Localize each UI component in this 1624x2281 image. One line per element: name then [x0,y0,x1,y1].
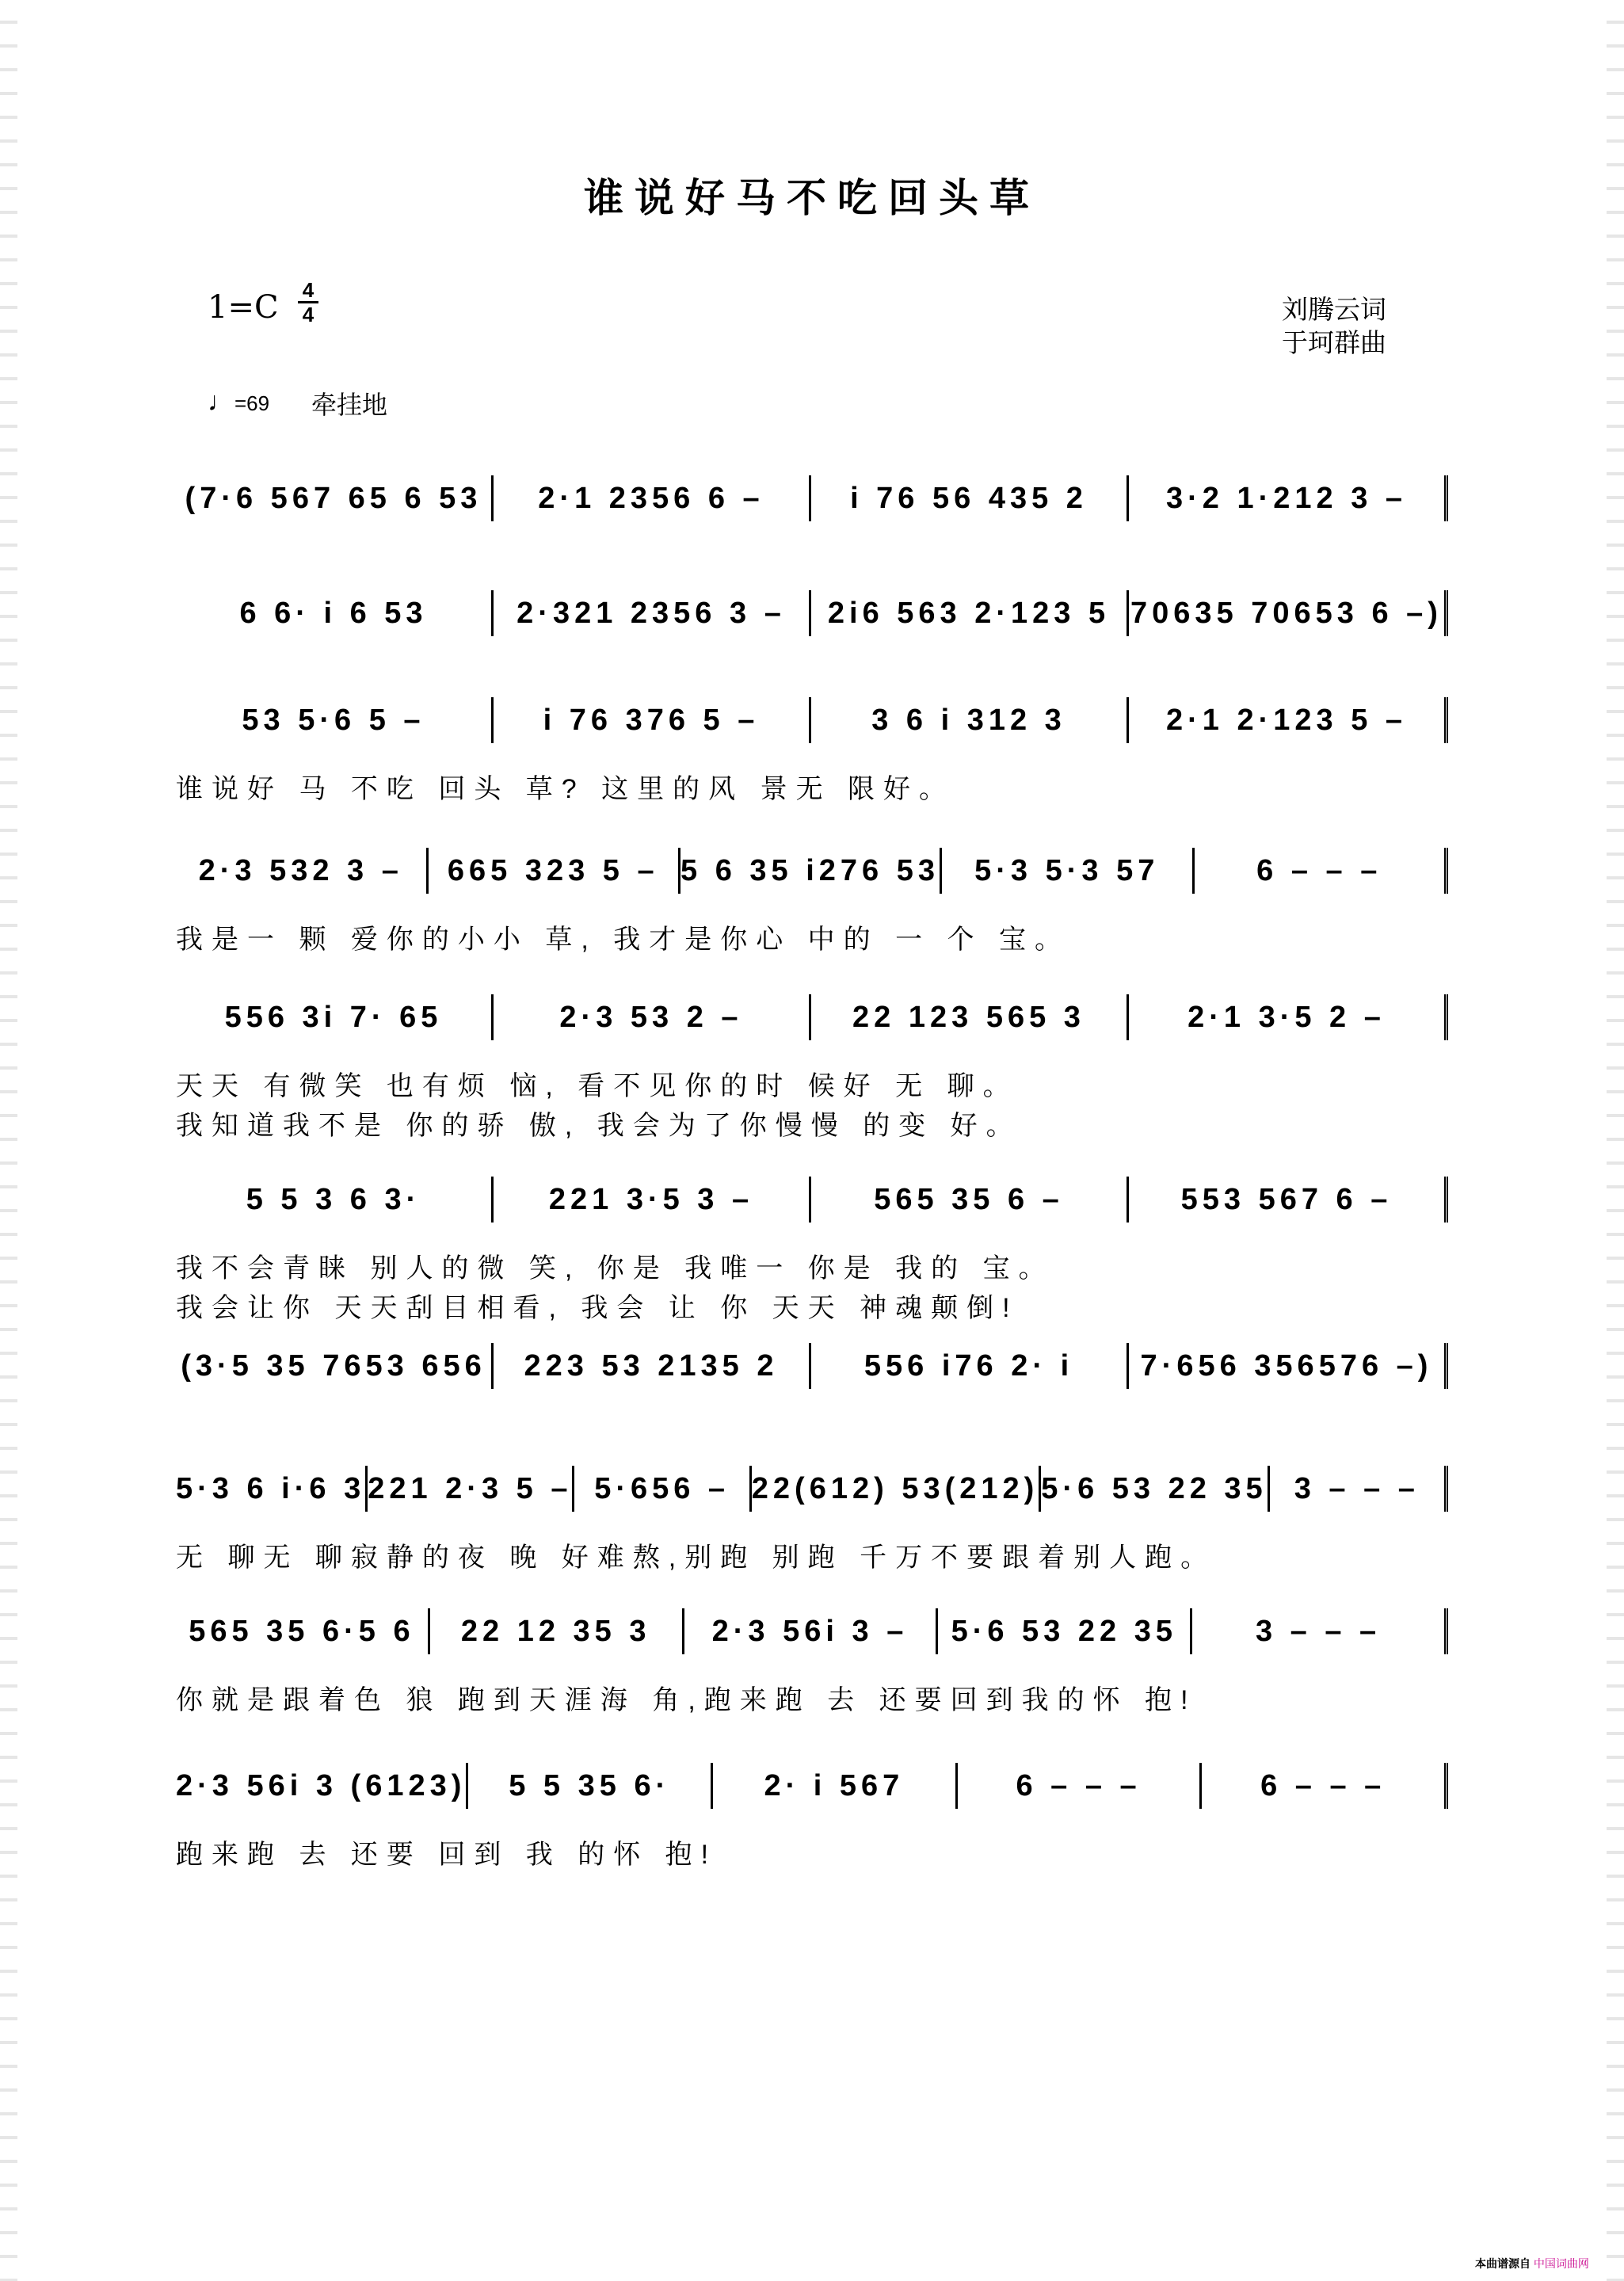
measure: 2·1 2·123 5 – [1129,697,1448,743]
composer-credit: 于珂群曲 [1282,328,1386,357]
staff-line [0,1466,1624,1616]
notation-row [176,1763,1448,1809]
staff-line [0,1608,1624,1759]
measure: 556 3i 7· 65 [176,994,494,1040]
measure: 6 – – – [1202,1763,1448,1809]
measure: 2·3 56i 3 (6123) [176,1763,468,1809]
expression-marking: 牵挂地 [311,391,388,419]
lyrics-line: 谁说好 马 不吃 回头 草? 这里的风 景无 限好。 [176,774,955,804]
measure: i 76 56 435 2 [811,475,1129,521]
notation-row [176,1343,1448,1389]
notation-row [176,1177,1448,1223]
measure: (3·5 35 7653 656 [176,1343,494,1389]
time-signature-top: 4 [302,278,315,302]
measure: 3 6 i 312 3 [811,697,1129,743]
measure: 6 6· i 6 53 [176,590,494,636]
staff-line [0,994,1624,1145]
lyrics-line: 跑来跑 去 还要 回到 我 的怀 抱! [176,1840,718,1870]
staff-line [0,1177,1624,1327]
measure: 2·321 2356 3 – [494,590,811,636]
credits [1282,293,1386,360]
measure: 2·3 53 2 – [494,994,811,1040]
measure: (7·6 567 65 6 53 [176,475,494,521]
measure: 553 567 6 – [1129,1177,1448,1223]
measure: 2·1 3·5 2 – [1129,994,1448,1040]
source-site: 中国词曲网 [1533,2257,1589,2270]
lyrics-line: 你就是跟着色 狼 跑到天涯海 角,跑来跑 去 还要回到我的怀 抱! [176,1685,1197,1715]
time-signature-bottom: 4 [302,303,315,326]
tempo-marking [208,387,269,418]
notation-row [176,590,1448,636]
measure: 221 3·5 3 – [494,1177,811,1223]
source-label: 本曲谱源自 [1475,2257,1531,2270]
measure: 223 53 2135 2 [494,1343,811,1389]
source-footer [1475,2256,1589,2271]
measure: 70635 70653 6 –) [1129,590,1448,636]
measure: 53 5·6 5 – [176,697,494,743]
song-title: 谁说好马不吃回头草 [584,174,1040,221]
measure: 565 35 6·5 6 [176,1608,430,1654]
measure: 2· i 567 [713,1763,958,1809]
notation-row [176,1466,1448,1512]
measure: 5·6 53 22 35 [1041,1466,1269,1512]
notation-row [176,1608,1448,1654]
measure: i 76 376 5 – [494,697,811,743]
notation-row [176,848,1448,894]
measure: 6 – – – [1195,848,1449,894]
measure: 5·656 – [574,1466,751,1512]
measure: 665 323 5 – [429,848,681,894]
measure: 6 – – – [958,1763,1203,1809]
notation-row [176,994,1448,1040]
lyrics-line: 无 聊无 聊寂静的夜 晚 好难熬,别跑 别跑 千万不要跟着别人跑。 [176,1543,1217,1573]
measure: 565 35 6 – [811,1177,1129,1223]
staff-line [0,848,1624,998]
measure: 221 2·3 5 – [368,1466,574,1512]
measure: 22(612) 53(212) [752,1466,1042,1512]
measure: 5 5 35 6· [468,1763,713,1809]
measure: 2i6 563 2·123 5 [811,590,1129,636]
notation-row [176,475,1448,521]
lyrics-line: 天天 有微笑 也有烦 恼, 看不见你的时 候好 无 聊。 [176,1071,1019,1101]
staff-line [0,1763,1624,1913]
lyrics-line: 我是一 颗 爱你的小小 草, 我才是你心 中的 一 个 宝。 [176,925,1071,955]
measure: 556 i76 2· i [811,1343,1129,1389]
lyrics-line: 我不会青睐 别人的微 笑, 你是 我唯一 你是 我的 宝。 [176,1253,1054,1284]
measure: 22 12 35 3 [430,1608,684,1654]
measure: 2·3 532 3 – [176,848,429,894]
measure: 5 5 3 6 3· [176,1177,494,1223]
measure: 2·1 2356 6 – [494,475,811,521]
measure: 3·2 1·212 3 – [1129,475,1448,521]
measure: 5 6 35 i276 53 [680,848,942,894]
quarter-note-icon: ♩ [208,387,234,417]
measure: 3 – – – [1192,1608,1448,1654]
lyrics-line-verse2: 我会让你 天天刮目相看, 我会 让 你 天天 神魂颠倒! [176,1293,1019,1323]
measure: 22 123 565 3 [811,994,1129,1040]
measure: 7·656 356576 –) [1129,1343,1448,1389]
measure: 2·3 56i 3 – [684,1608,939,1654]
measure: 5·6 53 22 35 [938,1608,1192,1654]
lyricist-credit: 刘腾云词 [1282,295,1386,324]
staff-line [0,697,1624,848]
notation-row [176,697,1448,743]
measure: 3 – – – [1270,1466,1448,1512]
key-signature: 1=C [208,289,279,326]
time-signature [296,279,320,326]
measure: 5·3 6 i·6 3 [176,1466,368,1512]
measure: 5·3 5·3 57 [942,848,1195,894]
tempo-value: =69 [234,391,270,415]
lyrics-line-verse2: 我知道我不是 你的骄 傲, 我会为了你慢慢 的变 好。 [176,1111,1022,1141]
